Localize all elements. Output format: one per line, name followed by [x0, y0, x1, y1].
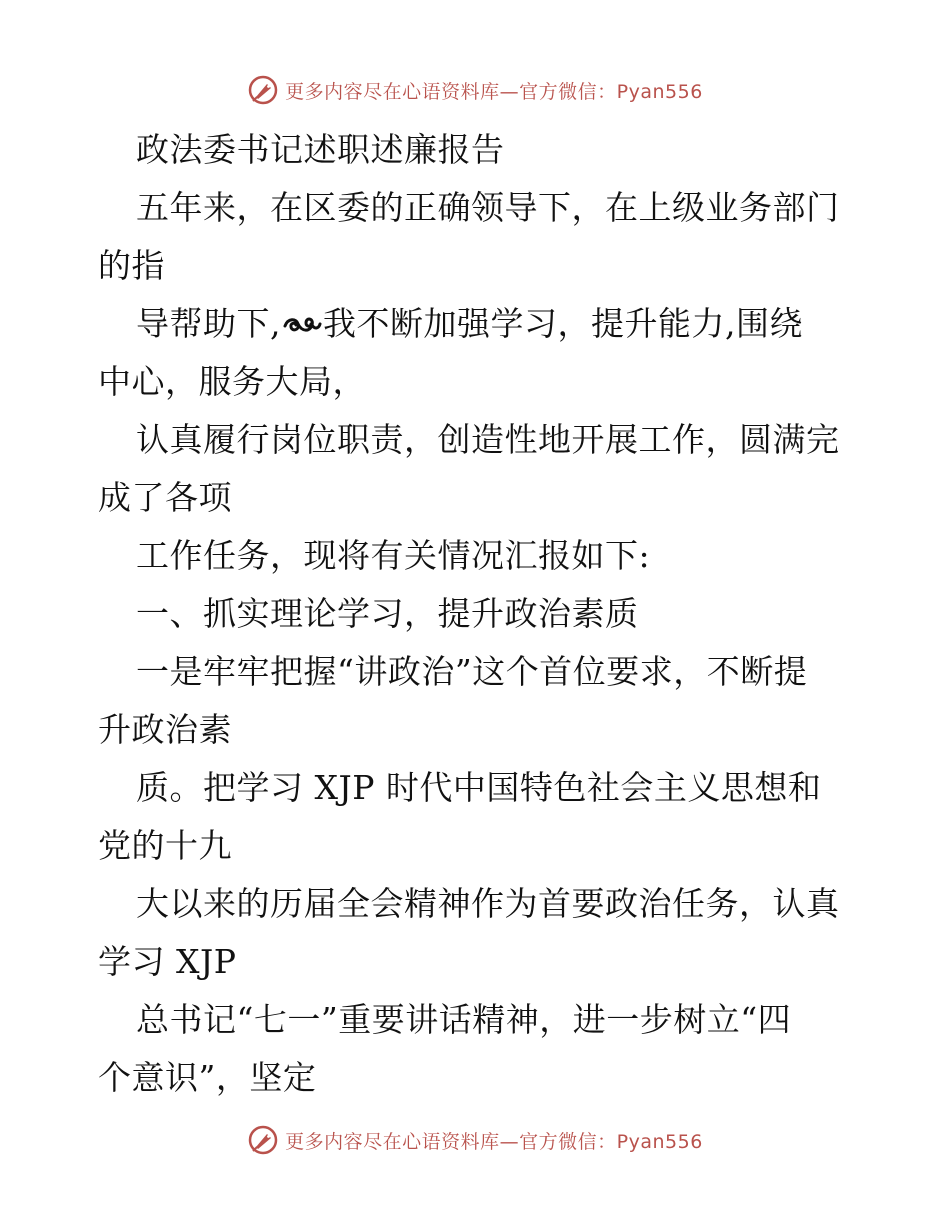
paragraph-line: 总书记“七一”重要讲话精神，进一步树立“四 [136, 1000, 792, 1039]
banner-text: 更多内容尽在心语资料库—官方微信：Pyan556 [285, 80, 703, 103]
paragraph-line: 中心，服务大局， [98, 362, 366, 401]
footer-watermark-banner [0, 1120, 950, 1160]
header-watermark-banner [0, 70, 950, 110]
paragraph-line: 五年来，在区委的正确领导下，在上级业务部门 [136, 188, 840, 227]
document-body [98, 121, 858, 1107]
banner-text: 更多内容尽在心语资料库—官方微信：Pyan556 [285, 1130, 703, 1153]
paragraph-line: 工作任务，现将有关情况汇报如下: [136, 536, 651, 575]
paragraph-line: 个意识”，坚定 [98, 1058, 317, 1097]
paragraph-line: 的指 [98, 246, 165, 285]
paragraph-line: 党的十九 [98, 826, 232, 865]
paragraph-line [98, 295, 858, 353]
swirl-ornament-icon [282, 312, 322, 338]
document-title: 政法委书记述职述廉报告 [136, 130, 505, 169]
paragraph-line: 大以来的历届全会精神作为首要政治任务，认真 [136, 884, 840, 923]
paragraph-line: 一是牢牢把握“讲政治”这个首位要求，不断提 [136, 652, 808, 691]
pen-nib-logo-icon [247, 74, 279, 106]
paragraph-line: 认真履行岗位职责，创造性地开展工作，圆满完 [136, 420, 840, 459]
paragraph-line: 质。把学习 XJP 时代中国特色社会主义思想和 [136, 768, 822, 807]
paragraph-line: 升政治素 [98, 710, 232, 749]
pen-nib-logo-icon [247, 1124, 279, 1156]
paragraph-line: 学习 XJP [98, 942, 237, 981]
line-text-before-ornament: 导帮助下, [136, 304, 281, 343]
line-text-after-ornament: 我不断加强学习，提升能力,围绕 [323, 304, 803, 343]
paragraph-line: 成了各项 [98, 478, 232, 517]
section-heading: 一、抓实理论学习，提升政治素质 [136, 594, 639, 633]
